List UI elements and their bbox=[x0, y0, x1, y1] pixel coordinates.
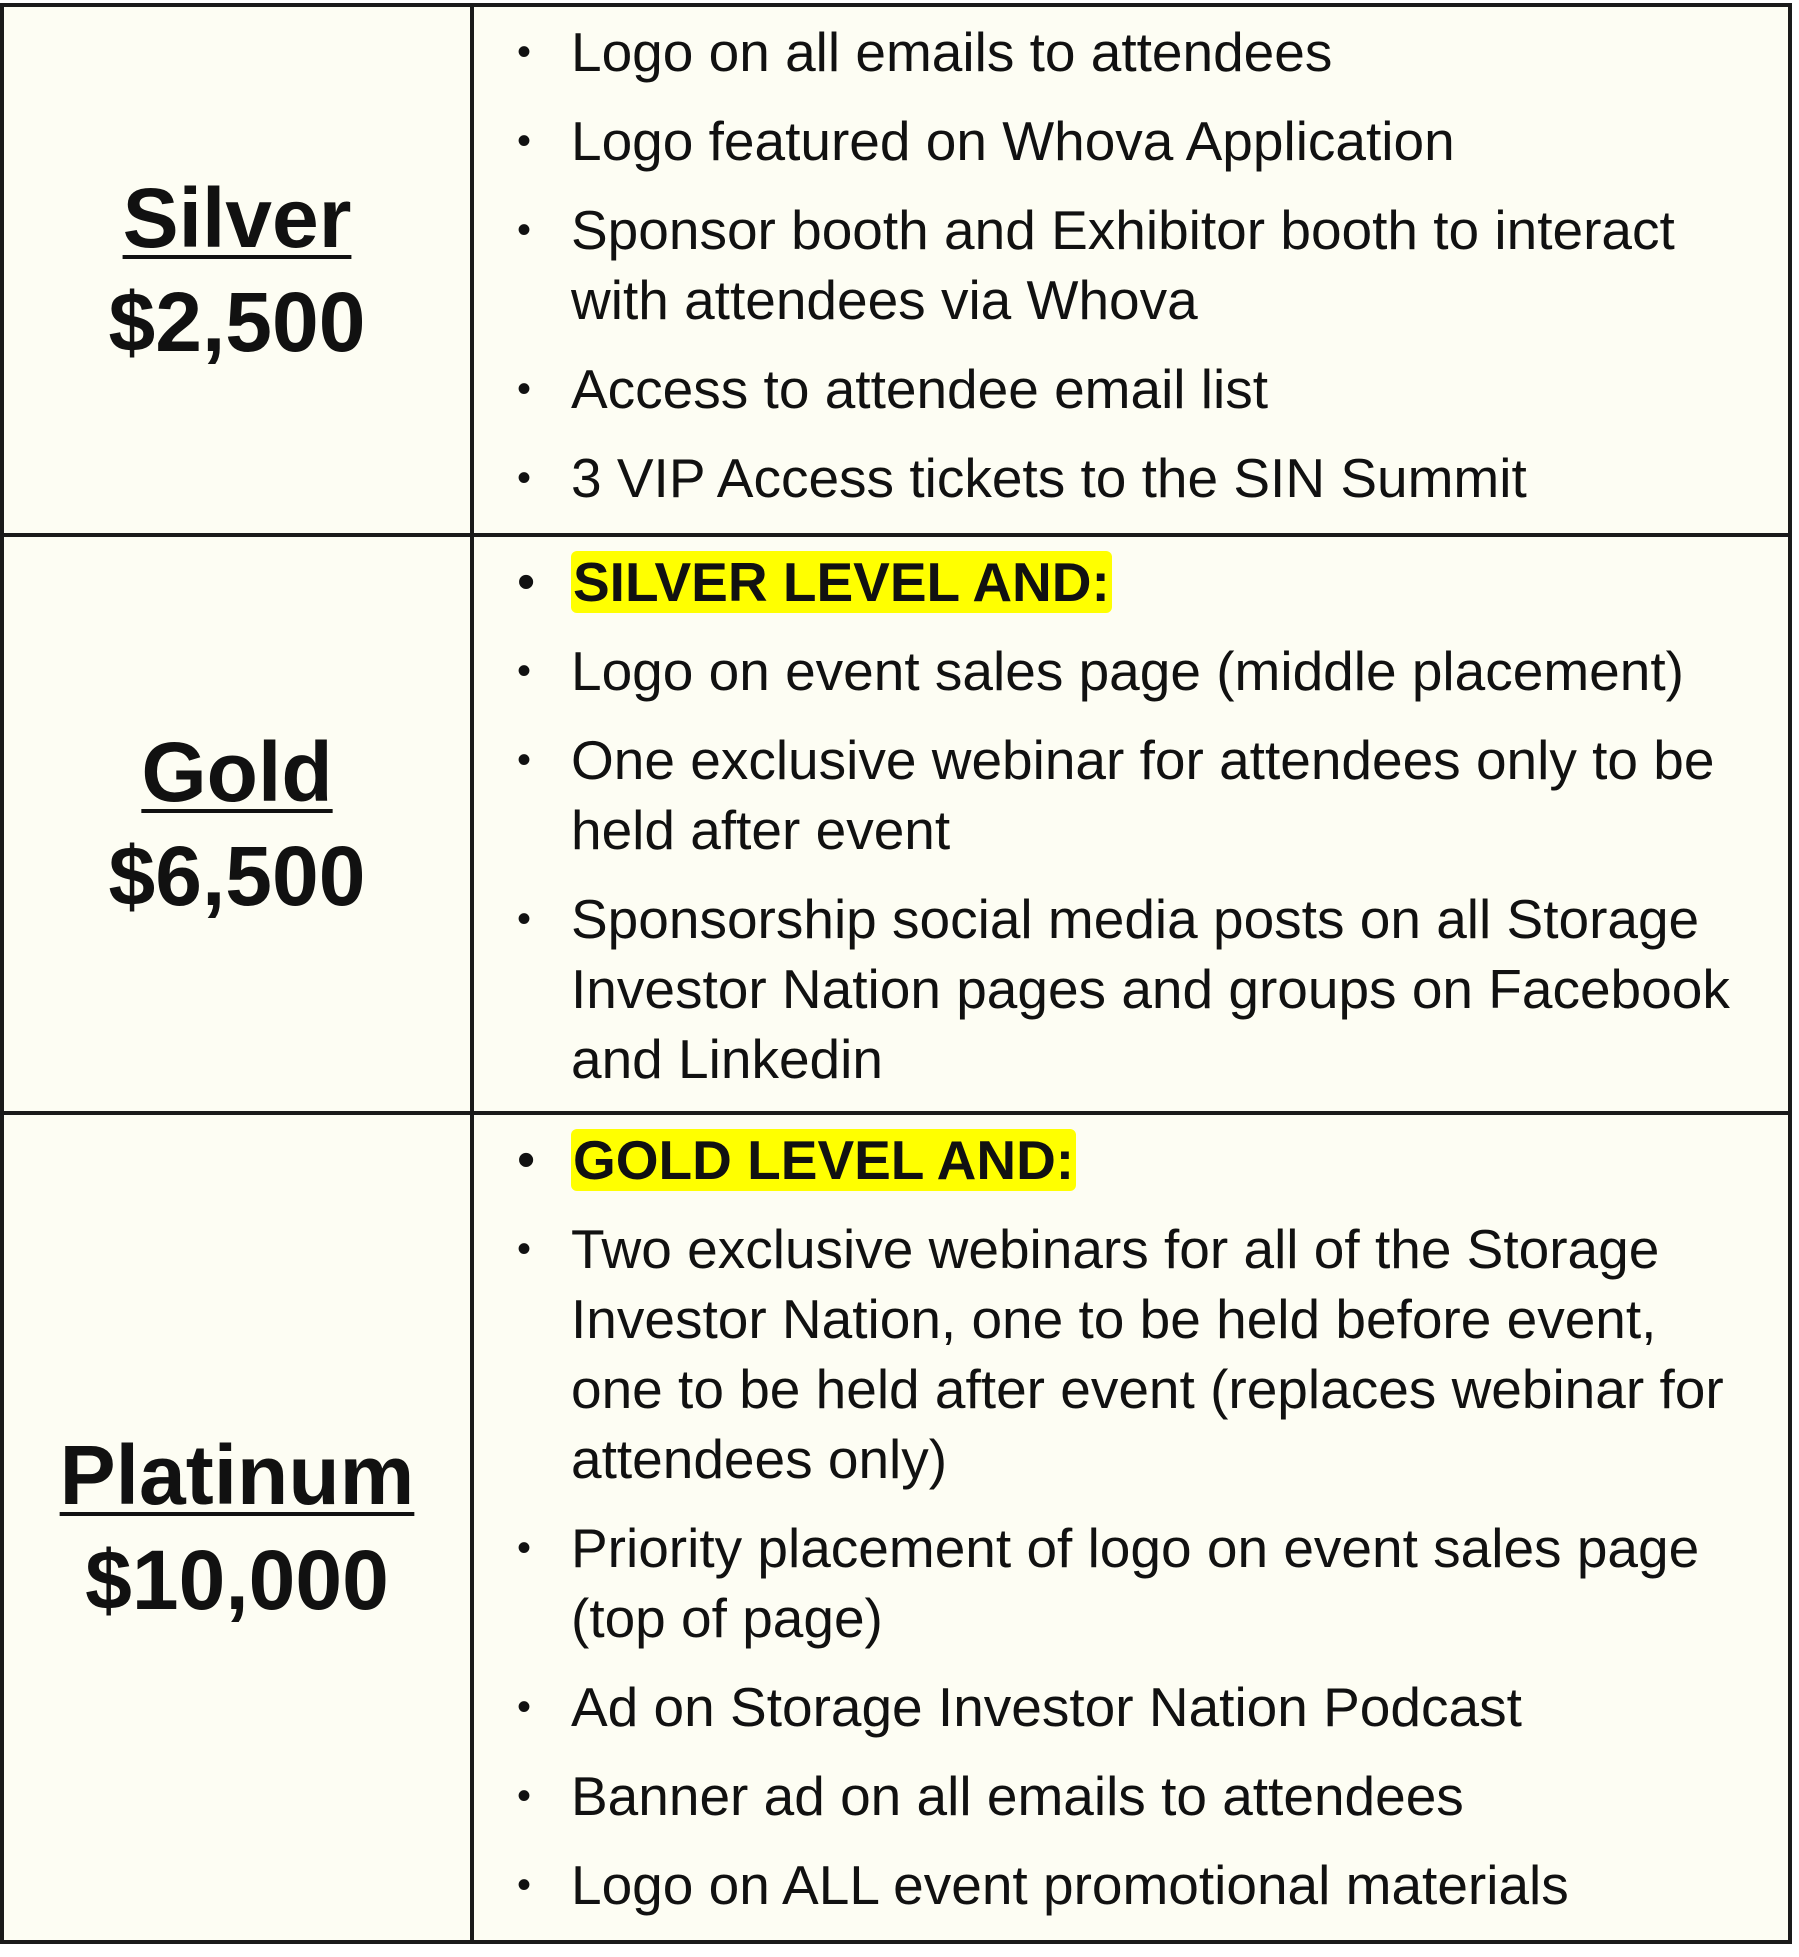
tier-row-platinum bbox=[4, 1115, 1788, 1940]
tier-cell-silver bbox=[4, 7, 474, 533]
benefit-text: Logo on event sales page (middle placement) bbox=[571, 640, 1684, 702]
benefits-cell-silver bbox=[474, 7, 1788, 533]
benefit-text: One exclusive webinar for attendees only to be held after event bbox=[571, 729, 1715, 861]
benefit-item bbox=[474, 443, 1758, 513]
benefit-item bbox=[474, 195, 1758, 335]
benefits-cell-platinum bbox=[474, 1115, 1788, 1940]
benefit-text: 3 VIP Access tickets to the SIN Summit bbox=[571, 447, 1527, 509]
tier-row-gold bbox=[4, 537, 1788, 1115]
highlight-label: GOLD LEVEL AND: bbox=[573, 1129, 1075, 1191]
bullet-icon: • bbox=[517, 1526, 532, 1570]
bullet-icon: • bbox=[517, 208, 532, 252]
bullet-icon: • bbox=[517, 30, 532, 74]
benefit-item bbox=[474, 1850, 1758, 1920]
bullet-icon: • bbox=[517, 1685, 532, 1729]
bullet-icon: • bbox=[517, 897, 532, 941]
benefit-text: Logo on ALL event promotional materials bbox=[571, 1854, 1569, 1916]
benefits-list bbox=[474, 547, 1758, 1094]
benefit-text: Ad on Storage Investor Nation Podcast bbox=[571, 1676, 1522, 1738]
benefit-text: Sponsorship social media posts on all Storage Investor Nation pages and groups on Facebook and Linkedin bbox=[571, 888, 1730, 1090]
benefit-text: Access to attendee email list bbox=[571, 358, 1269, 420]
benefit-item bbox=[474, 1672, 1758, 1742]
tier-price: $6,500 bbox=[108, 829, 366, 923]
tier-name: Platinum bbox=[59, 1428, 415, 1523]
tier-price: $2,500 bbox=[108, 275, 366, 369]
bullet-icon: • bbox=[517, 1131, 536, 1189]
benefit-item bbox=[474, 106, 1758, 176]
bullet-icon: • bbox=[517, 553, 536, 611]
tier-cell-gold bbox=[4, 537, 474, 1111]
bullet-icon: • bbox=[517, 649, 532, 693]
tier-name: Gold bbox=[141, 724, 333, 819]
bullet-icon: • bbox=[517, 456, 532, 500]
tier-cell-platinum bbox=[4, 1115, 474, 1940]
benefit-item bbox=[474, 1761, 1758, 1831]
benefit-item bbox=[474, 17, 1758, 87]
benefit-text: Sponsor booth and Exhibitor booth to interact with attendees via Whova bbox=[571, 199, 1675, 331]
benefit-text: Logo featured on Whova Application bbox=[571, 110, 1455, 172]
tier-price: $10,000 bbox=[85, 1532, 389, 1627]
bullet-icon: • bbox=[517, 367, 532, 411]
sponsorship-table bbox=[0, 3, 1792, 1944]
tier-name: Silver bbox=[122, 170, 352, 265]
highlight-label: SILVER LEVEL AND: bbox=[573, 551, 1110, 613]
benefit-text: Priority placement of logo on event sales page (top of page) bbox=[571, 1517, 1700, 1649]
benefit-item bbox=[474, 354, 1758, 424]
benefit-item-highlight bbox=[474, 1125, 1758, 1195]
benefits-list bbox=[474, 17, 1758, 513]
bullet-icon: • bbox=[517, 1774, 532, 1818]
benefit-item bbox=[474, 725, 1758, 865]
benefit-item bbox=[474, 1513, 1758, 1653]
benefit-text: Banner ad on all emails to attendees bbox=[571, 1765, 1464, 1827]
bullet-icon: • bbox=[517, 1863, 532, 1907]
bullet-icon: • bbox=[517, 738, 532, 782]
tier-row-silver bbox=[4, 7, 1788, 537]
benefit-item-highlight bbox=[474, 547, 1758, 617]
benefit-text: Two exclusive webinars for all of the Storage Investor Nation, one to be held before event, one to be held after event (replaces webinar for attendees only) bbox=[571, 1218, 1724, 1490]
benefit-item bbox=[474, 1214, 1758, 1494]
benefit-item bbox=[474, 884, 1758, 1094]
bullet-icon: • bbox=[517, 1227, 532, 1271]
benefits-cell-gold bbox=[474, 537, 1788, 1111]
benefit-item bbox=[474, 636, 1758, 706]
bullet-icon: • bbox=[517, 119, 532, 163]
benefit-text: Logo on all emails to attendees bbox=[571, 21, 1333, 83]
benefits-list bbox=[474, 1125, 1758, 1920]
